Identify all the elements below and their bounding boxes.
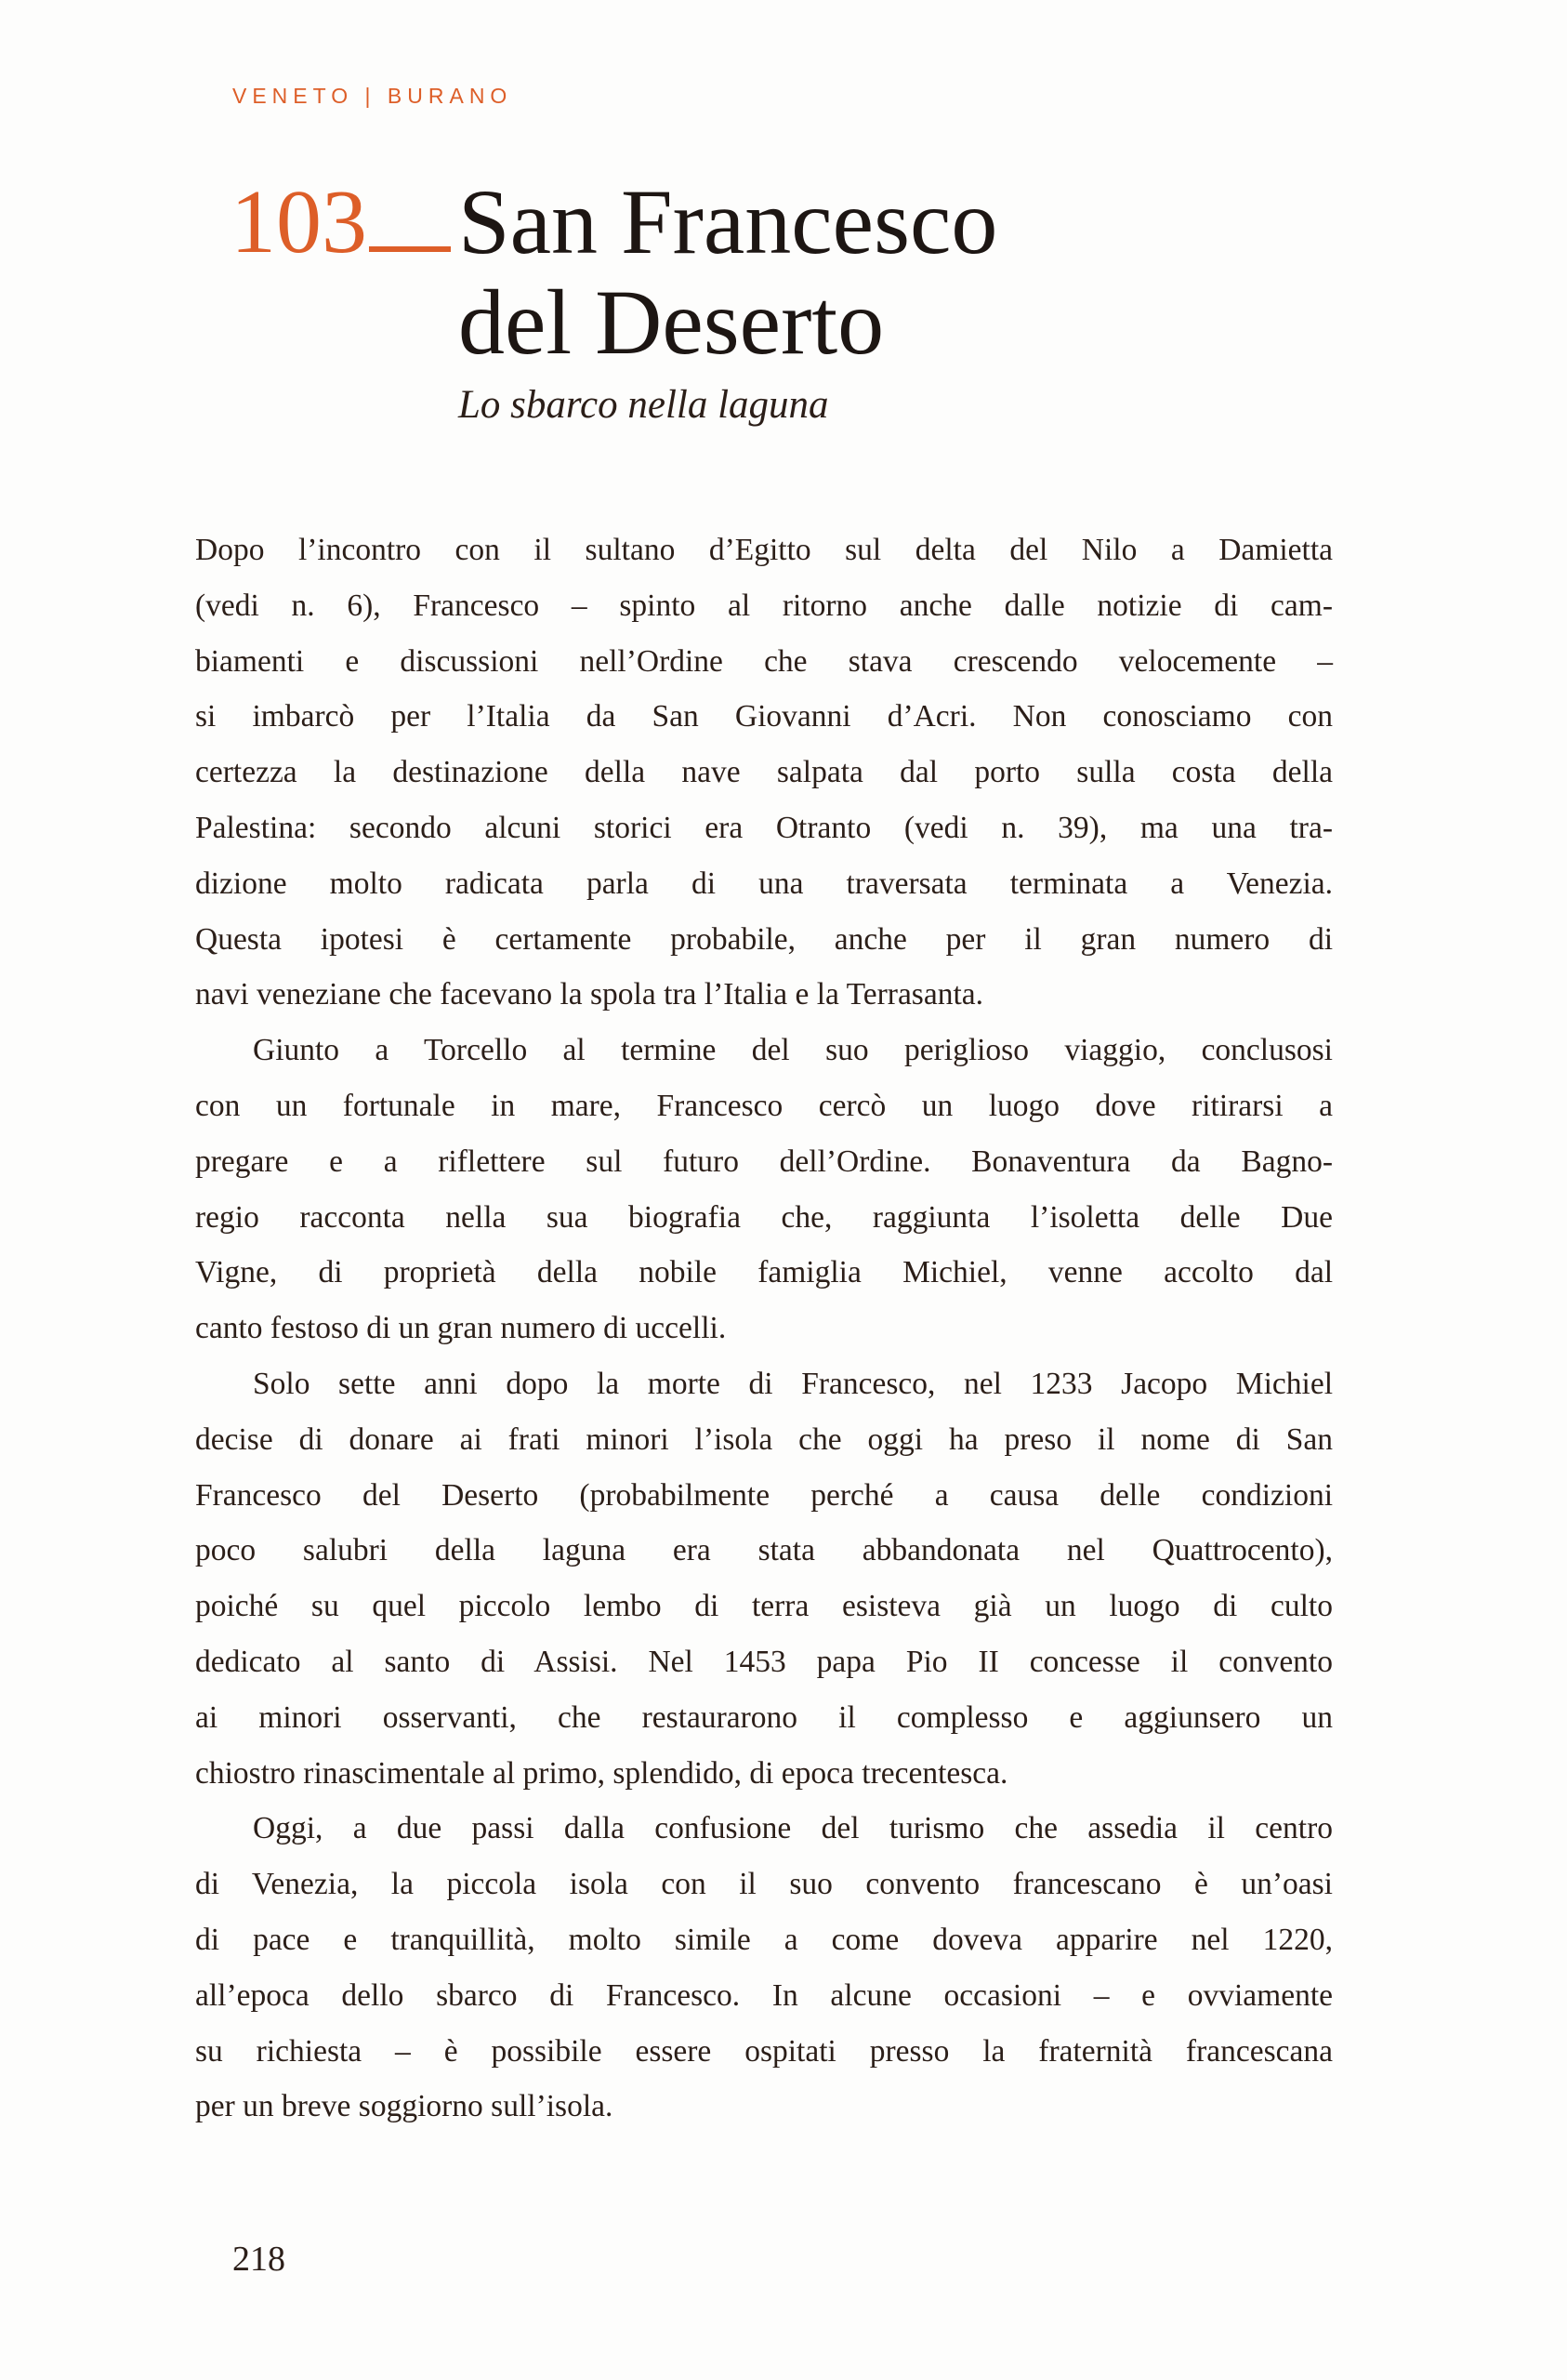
chapter-title-block [458,172,997,428]
chapter-number-rule [369,246,451,252]
body-line: di Venezia, la piccola isola con il suo convento francescano è un’oasi [195,1867,1333,1902]
body-line: (vedi n. 6), Francesco – spinto al ritorno anche dalle notizie di cam- [195,588,1333,623]
body-line: ai minori osservanti, che restaurarono il complesso e aggiunsero un [195,1699,1333,1735]
body-line: navi veneziane che facevano la spola tra l’Italia e la Terrasanta. [195,977,984,1012]
chapter-subtitle: Lo sbarco nella laguna [458,383,829,427]
body-line: regio racconta nella sua biografia che, raggiunta l’isoletta delle Due [195,1199,1333,1235]
chapter-title-line1: San Francesco [458,170,998,273]
body-line: Francesco del Deserto (probabilmente perché a causa delle condizioni [195,1477,1333,1513]
body-line: all’epoca dello sbarco di Francesco. In alcune occasioni – e ovviamente [195,1977,1333,2013]
body-line: su richiesta – è possibile essere ospitati presso la fraternità francescana [195,2033,1333,2069]
body-line: decise di donare ai frati minori l’isola che oggi ha preso il nome di San [195,1421,1333,1457]
body-line: dedicato al santo di Assisi. Nel 1453 papa Pio II concesse il convento [195,1644,1333,1679]
body-line: canto festoso di un gran numero di uccelli. [195,1311,727,1346]
page-number: 218 [232,2240,285,2279]
chapter-number-block [230,172,451,272]
body-line: si imbarcò per l’Italia da San Giovanni d’Acri. Non conosciamo con [195,699,1333,734]
body-line: pregare e a riflettere sul futuro dell’Ordine. Bonaventura da Bagno- [195,1144,1333,1179]
body-line: Questa ipotesi è certamente probabile, anche per il gran numero di [195,921,1333,957]
body-line: Solo sette anni dopo la morte di Francesco, nel 1233 Jacopo Michiel [253,1366,1333,1401]
body-line: Oggi, a due passi dalla confusione del turismo che assedia il centro [253,1811,1333,1846]
body-line: poiché su quel piccolo lembo di terra esisteva già un luogo di culto [195,1589,1333,1624]
chapter-heading [230,172,997,428]
body-text [195,522,1333,2135]
body-line: dizione molto radicata parla di una traversata terminata a Venezia. [195,866,1333,901]
body-line: con un fortunale in mare, Francesco cercò un luogo dove ritirarsi a [195,1088,1333,1123]
body-line: di pace e tranquillità, molto simile a come doveva apparire nel 1220, [195,1922,1333,1957]
chapter-number: 103 [230,172,367,272]
body-line: poco salubri della laguna era stata abbandonata nel Quattrocento), [195,1533,1333,1568]
body-line: Dopo l’incontro con il sultano d’Egitto sul delta del Nilo a Damietta [195,533,1333,567]
body-line: per un breve soggiorno sull’isola. [195,2089,613,2124]
body-line: certezza la destinazione della nave salpata dal porto sulla costa della [195,755,1333,790]
body-line: chiostro rinascimentale al primo, splendido, di epoca trecentesca. [195,1755,1008,1791]
body-line: biamenti e discussioni nell’Ordine che stava crescendo velocemente – [195,643,1333,679]
body-line: Palestina: secondo alcuni storici era Otranto (vedi n. 39), ma una tra- [195,810,1333,845]
body-line: Giunto a Torcello al termine del suo periglioso viaggio, conclusosi [253,1033,1333,1068]
body-line: Vigne, di proprietà della nobile famiglia Michiel, venne accolto dal [195,1255,1333,1290]
chapter-title-line2: del Deserto [458,271,885,374]
section-kicker: VENETO | BURANO [232,84,513,108]
